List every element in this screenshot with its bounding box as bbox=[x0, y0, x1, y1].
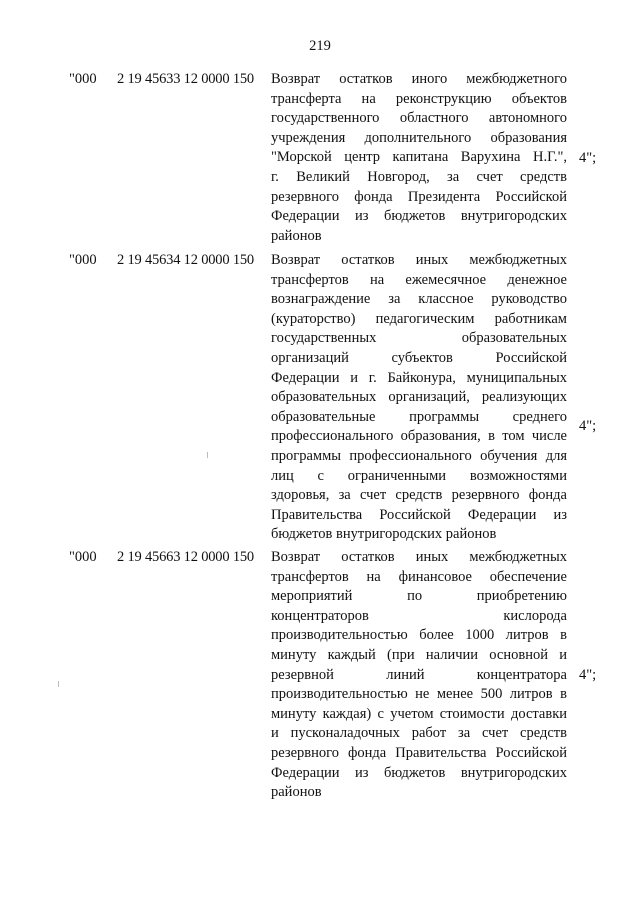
entry-prefix: "000 bbox=[69, 549, 97, 565]
description-line: Федерации из бюджетов внутригородских bbox=[271, 764, 567, 781]
description-line: программы профессионального обучения для bbox=[271, 447, 567, 464]
scan-speck bbox=[58, 681, 59, 687]
scan-speck bbox=[207, 452, 208, 458]
description-line: государственных образовательных bbox=[271, 330, 567, 347]
entry-suffix: 4"; bbox=[579, 150, 597, 166]
entry-suffix: 4"; bbox=[579, 418, 597, 434]
description-line: образовательные программы среднего bbox=[271, 408, 567, 425]
description-line: резервного фонда Президента Российской bbox=[271, 188, 567, 205]
description-line: минуту каждый (при наличии основной и bbox=[271, 646, 567, 663]
description-line: Возврат остатков иных межбюджетных bbox=[271, 252, 567, 268]
description-line: Возврат остатков иных межбюджетных bbox=[271, 549, 567, 565]
description-line: образовательных организаций, реализующих bbox=[271, 389, 567, 406]
description-line: г. Великий Новгород, за счет средств bbox=[271, 168, 567, 185]
description-line: бюджетов внутригородских районов bbox=[271, 526, 497, 543]
description-line: районов bbox=[271, 227, 322, 244]
description-line: Федерации и г. Байконура, муниципальных bbox=[271, 369, 567, 386]
description-line: резервного фонда Правительства Российской bbox=[271, 744, 567, 761]
entry-suffix: 4"; bbox=[579, 667, 597, 683]
budget-classification-code: 2 19 45663 12 0000 150 bbox=[117, 549, 254, 565]
entry-prefix: "000 bbox=[69, 71, 97, 87]
description-line: здоровья, за счет средств резервного фонда bbox=[271, 487, 567, 504]
entry-prefix: "000 bbox=[69, 252, 97, 268]
page-number: 219 bbox=[309, 38, 331, 54]
budget-classification-code: 2 19 45633 12 0000 150 bbox=[117, 71, 254, 87]
entry-description bbox=[271, 70, 567, 246]
description-line: трансфертов на ежемесячное денежное bbox=[271, 271, 567, 288]
description-line: производительностью более 1000 литров в bbox=[271, 627, 567, 644]
description-line: трансфертов на финансовое обеспечение bbox=[271, 568, 567, 585]
description-line: минуту каждая) с учетом стоимости доставки bbox=[271, 705, 567, 722]
description-line: мероприятий по приобретению bbox=[271, 588, 567, 605]
entry-description bbox=[271, 548, 567, 803]
description-line: профессионального образования, в том числе bbox=[271, 428, 567, 445]
description-line: производительностью не менее 500 литров в bbox=[271, 686, 567, 703]
description-line: Правительства Российской Федерации из bbox=[271, 506, 567, 523]
description-line: государственного областного автономного bbox=[271, 110, 567, 127]
description-line: "Морской центр капитана Варухина Н.Г.", bbox=[271, 149, 567, 166]
description-line: концентраторов кислорода bbox=[271, 607, 567, 624]
description-line: учреждения дополнительного образования bbox=[271, 129, 567, 146]
description-line: организаций субъектов Российской bbox=[271, 349, 567, 366]
description-line: Возврат остатков иного межбюджетного bbox=[271, 71, 567, 87]
description-line: резервной линий концентратора bbox=[271, 666, 567, 683]
description-line: лиц с ограниченными возможностями bbox=[271, 467, 567, 484]
description-line: и пусконаладочных работ за счет средств bbox=[271, 725, 567, 742]
budget-classification-code: 2 19 45634 12 0000 150 bbox=[117, 252, 254, 268]
description-line: (кураторство) педагогическим работникам bbox=[271, 310, 567, 327]
description-line: трансферта на реконструкцию объектов bbox=[271, 90, 567, 107]
description-line: районов bbox=[271, 784, 322, 801]
description-line: Федерации из бюджетов внутригородских bbox=[271, 208, 567, 225]
description-line: вознаграждение за классное руководство bbox=[271, 291, 567, 308]
entry-description bbox=[271, 251, 567, 545]
